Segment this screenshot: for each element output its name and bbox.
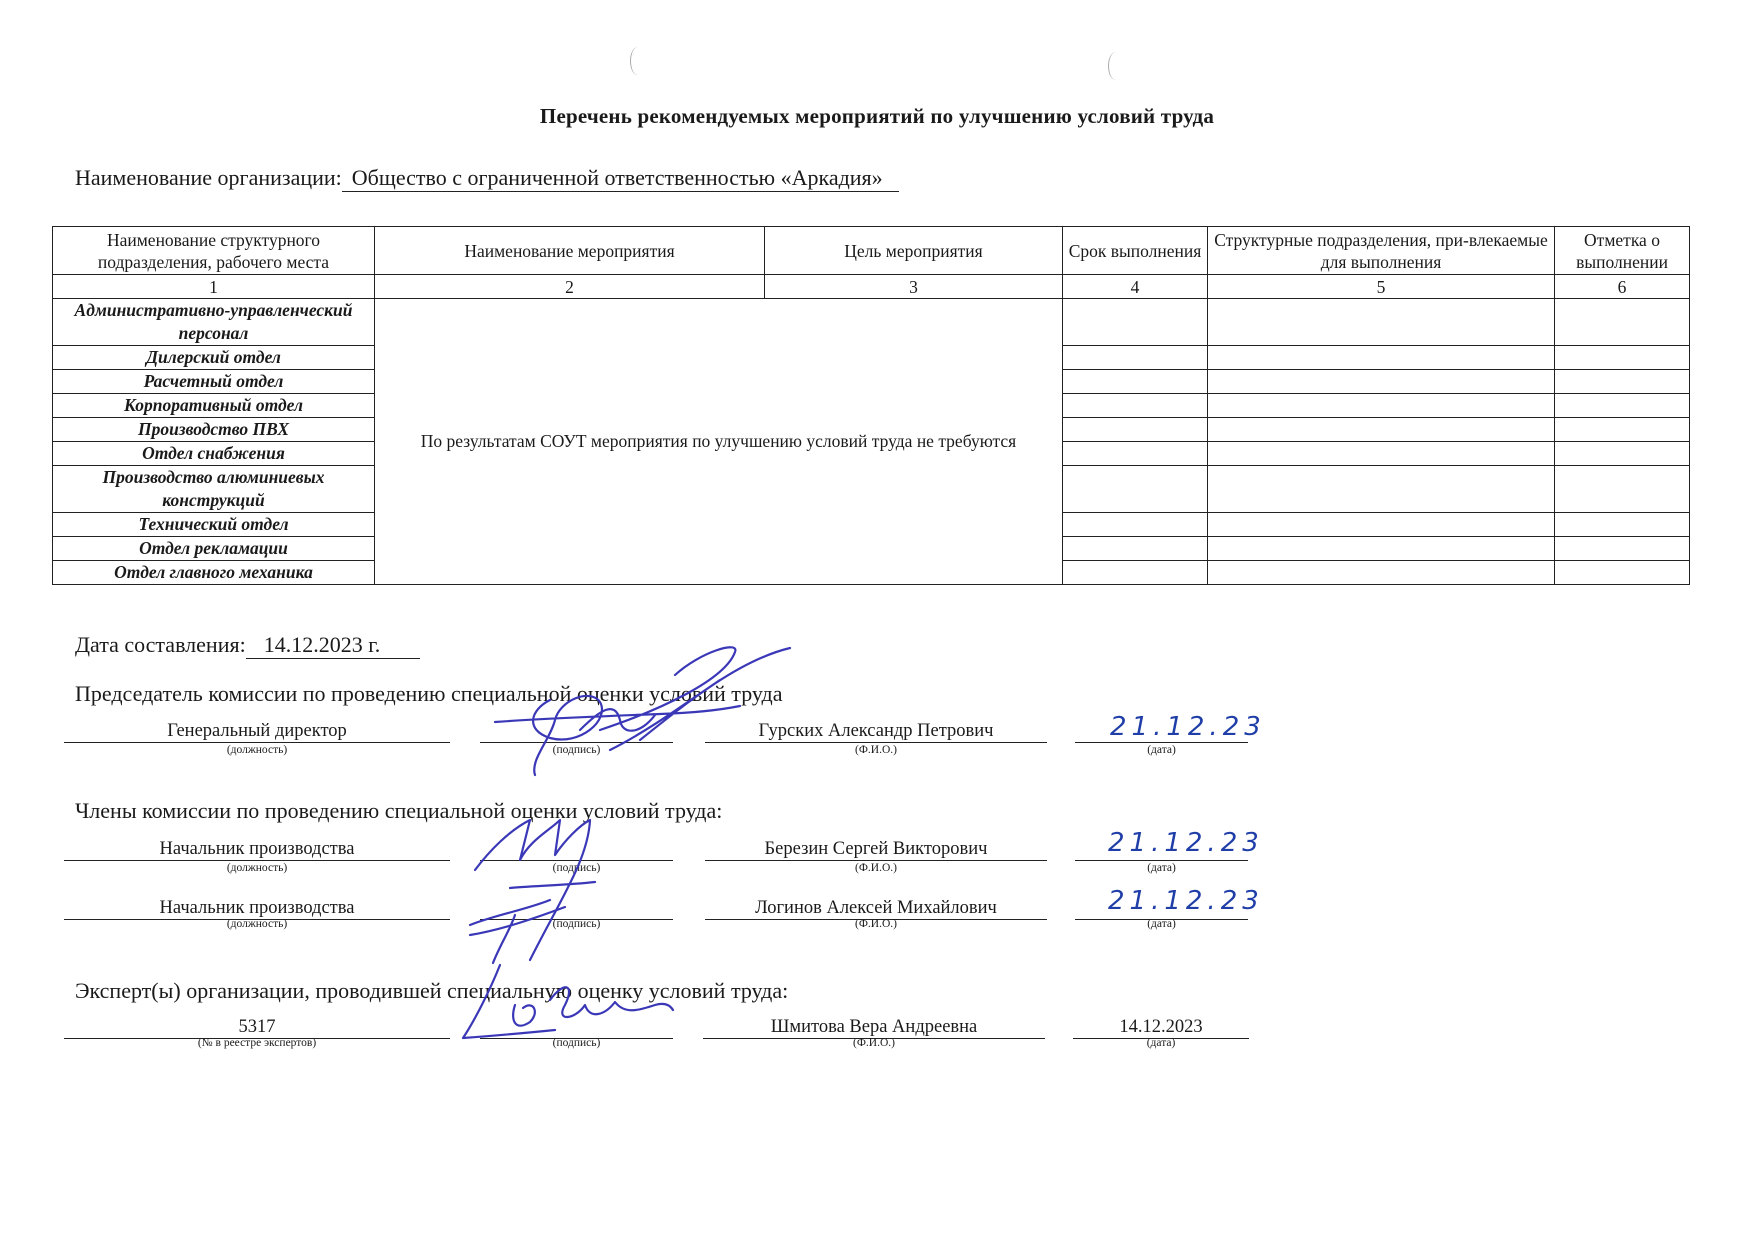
header-cell: Структурные подразделения, при-влекаемые для выполнения xyxy=(1208,227,1555,275)
empty-cell xyxy=(1063,513,1208,537)
department-cell: Расчетный отдел xyxy=(53,370,375,394)
empty-cell xyxy=(1555,370,1690,394)
header-cell: Срок выполнения xyxy=(1063,227,1208,275)
empty-cell xyxy=(1208,418,1555,442)
hole-punch-mark xyxy=(630,47,645,75)
column-number: 2 xyxy=(375,275,765,299)
empty-cell xyxy=(1063,346,1208,370)
chairman-handwritten-date: 21.12.23 xyxy=(1110,712,1266,742)
compilation-date-value: 14.12.2023 г. xyxy=(246,632,421,659)
header-cell: Наименование структурного подразделения, рабочего места xyxy=(53,227,375,275)
chairman-heading: Председатель комиссии по проведению специальной оценки условий труда xyxy=(75,681,783,706)
column-number: 1 xyxy=(53,275,375,299)
department-cell: Отдел снабжения xyxy=(53,442,375,466)
department-cell: Отдел главного механика xyxy=(53,561,375,585)
header-cell: Цель мероприятия xyxy=(765,227,1063,275)
empty-cell xyxy=(1063,299,1208,346)
empty-cell xyxy=(1555,513,1690,537)
empty-cell xyxy=(1063,466,1208,513)
measures-table xyxy=(52,226,1690,585)
position-caption: (должность) xyxy=(226,862,288,874)
date-caption: (дата) xyxy=(1146,1037,1176,1049)
empty-cell xyxy=(1208,561,1555,585)
department-cell: Корпоративный отдел xyxy=(53,394,375,418)
member-name: Логинов Алексей Михайлович xyxy=(705,897,1047,920)
department-cell: Производство ПВХ xyxy=(53,418,375,442)
fio-caption: (Ф.И.О.) xyxy=(855,862,897,874)
organization-name: Общество с ограниченной ответственностью «Аркадия» xyxy=(342,165,899,192)
signature-caption: (подпись) xyxy=(552,862,601,874)
fio-caption: (Ф.И.О.) xyxy=(855,918,897,930)
empty-cell xyxy=(1555,418,1690,442)
signature-caption: (подпись) xyxy=(552,744,601,756)
empty-cell xyxy=(1063,418,1208,442)
measures-merged-cell: По результатам СОУТ мероприятия по улучшению условий труда не требуются xyxy=(375,299,1063,585)
position-caption: (должность) xyxy=(226,744,288,756)
date-caption: (дата) xyxy=(1147,744,1176,756)
compilation-date-line xyxy=(75,632,420,658)
empty-cell xyxy=(1555,346,1690,370)
department-cell: Дилерский отдел xyxy=(53,346,375,370)
column-number: 6 xyxy=(1555,275,1690,299)
member-name: Березин Сергей Викторович xyxy=(705,838,1047,861)
column-number: 4 xyxy=(1063,275,1208,299)
empty-cell xyxy=(1555,466,1690,513)
empty-cell xyxy=(1208,370,1555,394)
empty-cell xyxy=(1208,466,1555,513)
member-handwritten-date: 21.12.23 xyxy=(1108,828,1264,858)
column-number-row xyxy=(53,275,1690,299)
expert-name: Шмитова Вера Андреевна xyxy=(703,1016,1045,1039)
hole-punch-mark xyxy=(1108,52,1123,80)
header-cell: Отметка о выполнении xyxy=(1555,227,1690,275)
organization-line xyxy=(75,165,899,191)
empty-cell xyxy=(1208,513,1555,537)
table-header-row xyxy=(53,227,1690,275)
registry-caption: (№ в реестре экспертов) xyxy=(197,1037,317,1049)
expert-heading: Эксперт(ы) организации, проводившей специальную оценку условий труда: xyxy=(75,978,789,1003)
chairman-position: Генеральный директор xyxy=(64,720,450,743)
chairman-name: Гурских Александр Петрович xyxy=(705,720,1047,743)
expert-registry-number: 5317 xyxy=(64,1016,450,1039)
expert-signature-icon xyxy=(455,960,685,1050)
fio-caption: (Ф.И.О.) xyxy=(853,1037,895,1049)
chairman-signature-icon xyxy=(490,640,810,780)
empty-cell xyxy=(1555,442,1690,466)
department-cell: Производство алюминиевых конструкций xyxy=(53,466,375,513)
department-cell: Отдел рекламации xyxy=(53,537,375,561)
department-cell: Технический отдел xyxy=(53,513,375,537)
empty-cell xyxy=(1555,537,1690,561)
empty-cell xyxy=(1063,561,1208,585)
column-number: 3 xyxy=(765,275,1063,299)
empty-cell xyxy=(1063,442,1208,466)
members-heading: Члены комиссии по проведению специальной оценки условий труда: xyxy=(75,798,723,823)
member-position: Начальник производства xyxy=(64,838,450,861)
empty-cell xyxy=(1555,394,1690,418)
expert-date: 14.12.2023 xyxy=(1073,1016,1249,1039)
member2-signature-icon xyxy=(465,885,585,965)
member-handwritten-date: 21.12.23 xyxy=(1108,886,1264,916)
compilation-date-label: Дата составления: xyxy=(75,632,246,657)
column-number: 5 xyxy=(1208,275,1555,299)
empty-cell xyxy=(1208,537,1555,561)
header-cell: Наименование мероприятия xyxy=(375,227,765,275)
document-title: Перечень рекомендуемых мероприятий по улучшению условий труда xyxy=(539,104,1215,128)
empty-cell xyxy=(1555,299,1690,346)
member-position: Начальник производства xyxy=(64,897,450,920)
empty-cell xyxy=(1063,394,1208,418)
department-cell: Административно-управленческий персонал xyxy=(53,299,375,346)
empty-cell xyxy=(1208,346,1555,370)
signature-caption: (подпись) xyxy=(552,918,601,930)
empty-cell xyxy=(1555,561,1690,585)
fio-caption: (Ф.И.О.) xyxy=(855,744,897,756)
empty-cell xyxy=(1063,537,1208,561)
table-row xyxy=(53,299,1690,346)
date-caption: (дата) xyxy=(1147,918,1176,930)
signature-caption: (подпись) xyxy=(552,1037,601,1049)
organization-label: Наименование организации: xyxy=(75,165,342,190)
date-caption: (дата) xyxy=(1147,862,1176,874)
position-caption: (должность) xyxy=(226,918,288,930)
empty-cell xyxy=(1208,299,1555,346)
empty-cell xyxy=(1208,394,1555,418)
empty-cell xyxy=(1208,442,1555,466)
empty-cell xyxy=(1063,370,1208,394)
